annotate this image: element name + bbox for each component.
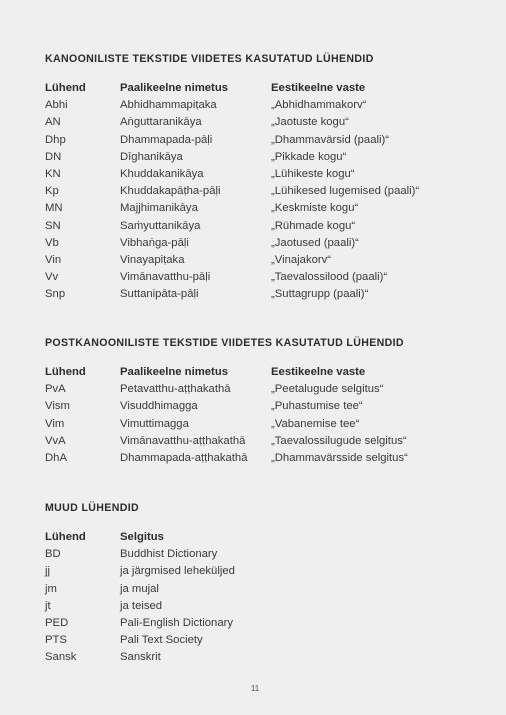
abbreviation-cell: Abhi — [45, 99, 68, 112]
table-row — [45, 563, 485, 580]
pali-name-cell: Khuddakanikāya — [120, 167, 204, 180]
pali-name-cell: Petavatthu-aṭṭhakathā — [120, 383, 231, 396]
table-row — [45, 546, 485, 563]
table-header-row — [45, 529, 485, 546]
table-header-row — [45, 364, 485, 381]
abbreviation-cell: jj — [45, 565, 51, 578]
estonian-cell: „Dhammavärsid (paali)“ — [271, 133, 390, 146]
page — [45, 0, 485, 715]
estonian-cell: „Lühikeste kogu“ — [271, 167, 355, 180]
table-row — [45, 269, 485, 286]
table-row — [45, 416, 485, 433]
abbreviation-cell: DN — [45, 150, 62, 163]
pali-name-cell: Vimuttimagga — [120, 417, 189, 430]
abbreviation-cell: SN — [45, 219, 61, 232]
table-row — [45, 398, 485, 415]
pali-name-cell: Vinayapiṭaka — [120, 253, 185, 266]
header-abbreviation: Lühend — [45, 531, 86, 543]
table-row — [45, 97, 485, 114]
table-row — [45, 218, 485, 235]
header-abbreviation: Lühend — [45, 366, 86, 378]
estonian-cell: „Taevalossilugude selgitus“ — [271, 434, 407, 447]
pali-name-cell: Vimānavatthu-aṭṭhakathā — [120, 434, 246, 447]
section-title-canonical: KANOONILISTE TEKSTIDE VIIDETES KASUTATUD LÜHENDID — [45, 53, 374, 65]
estonian-cell: „Rühmade kogu“ — [271, 219, 356, 232]
section-title-postcanonical: POSTKANOONILISTE TEKSTIDE VIIDETES KASUTATUD LÜHENDID — [45, 337, 404, 349]
pali-name-cell: Dhammapada-pāḷi — [120, 133, 213, 146]
pali-name-cell: Aṅguttaranikāya — [120, 116, 202, 129]
table-row — [45, 286, 485, 303]
explanation-cell: Pali Text Society — [120, 634, 203, 647]
header-estonian-equivalent: Eestikeelne vaste — [271, 366, 366, 378]
table-row — [45, 235, 485, 252]
explanation-cell: ja mujal — [120, 582, 159, 595]
table-header-row — [45, 80, 485, 97]
explanation-cell: ja järgmised leheküljed — [120, 565, 235, 578]
other-abbreviations-section — [45, 502, 485, 515]
pali-name-cell: Dhammapada-aṭṭhakathā — [120, 451, 248, 464]
table-row — [45, 615, 485, 632]
table-row — [45, 114, 485, 131]
abbreviation-cell: DhA — [45, 451, 67, 464]
page-number: 11 — [250, 684, 260, 693]
abbreviation-cell: KN — [45, 167, 61, 180]
abbreviation-cell: Dhp — [45, 133, 66, 146]
header-pali-name: Paalikeelne nimetus — [120, 82, 228, 94]
explanation-cell: ja teised — [120, 599, 163, 612]
table-row — [45, 649, 485, 666]
pali-name-cell: Vimānavatthu-pāḷi — [120, 271, 211, 284]
estonian-cell: „Vabanemise tee“ — [271, 417, 360, 430]
estonian-cell: „Dhammavärsside selgitus“ — [271, 451, 408, 464]
table-row — [45, 581, 485, 598]
pali-name-cell: Dīghanikāya — [120, 150, 183, 163]
abbreviation-cell: jm — [45, 582, 57, 595]
section-title-other: MUUD LÜHENDID — [45, 502, 140, 514]
canonical-abbreviations-section — [45, 53, 485, 66]
header-estonian-equivalent: Eestikeelne vaste — [271, 82, 366, 94]
table-row — [45, 166, 485, 183]
abbreviation-cell: Vb — [45, 236, 59, 249]
abbreviation-cell: VvA — [45, 434, 66, 447]
abbreviation-cell: PED — [45, 616, 69, 629]
abbreviation-cell: Snp — [45, 288, 66, 301]
estonian-cell: „Puhastumise tee“ — [271, 400, 363, 413]
estonian-cell: „Pikkade kogu“ — [271, 150, 347, 163]
pali-name-cell: Khuddakapāṭha-pāḷi — [120, 185, 221, 198]
abbreviation-cell: Sansk — [45, 651, 77, 664]
pali-name-cell: Abhidhammapiṭaka — [120, 99, 217, 112]
abbreviation-cell: Kp — [45, 185, 59, 198]
estonian-cell: „Jaotuste kogu“ — [271, 116, 349, 129]
estonian-cell: „Taevalossilood (paali)“ — [271, 271, 388, 284]
estonian-cell: „Vinajakorv“ — [271, 253, 332, 266]
abbreviation-cell: PvA — [45, 383, 66, 396]
table-row — [45, 381, 485, 398]
pali-name-cell: Visuddhimagga — [120, 400, 198, 413]
abbreviation-cell: MN — [45, 202, 63, 215]
abbreviation-cell: Vism — [45, 400, 70, 413]
header-pali-name: Paalikeelne nimetus — [120, 366, 228, 378]
table-row — [45, 598, 485, 615]
table-row — [45, 450, 485, 467]
explanation-cell: Sanskrit — [120, 651, 161, 664]
pali-name-cell: Majjhimanikāya — [120, 202, 198, 215]
postcanonical-abbreviations-table — [45, 364, 485, 467]
explanation-cell: Pali-English Dictionary — [120, 616, 234, 629]
table-row — [45, 149, 485, 166]
abbreviation-cell: AN — [45, 116, 61, 129]
pali-name-cell: Saṁyuttanikāya — [120, 219, 201, 232]
pali-name-cell: Vibhaṅga-pāḷi — [120, 236, 189, 249]
abbreviation-cell: Vin — [45, 253, 62, 266]
estonian-cell: „Keskmiste kogu“ — [271, 202, 359, 215]
table-row — [45, 200, 485, 217]
estonian-cell: „Abhidhammakorv“ — [271, 99, 367, 112]
postcanonical-abbreviations-section — [45, 337, 485, 350]
pali-name-cell: Suttanipāta-pāḷi — [120, 288, 199, 301]
canonical-abbreviations-table — [45, 80, 485, 303]
estonian-cell: „Lühikesed lugemised (paali)“ — [271, 185, 420, 198]
estonian-cell: „Suttagrupp (paali)“ — [271, 288, 369, 301]
abbreviation-cell: Vv — [45, 271, 59, 284]
explanation-cell: Buddhist Dictionary — [120, 548, 218, 561]
estonian-cell: „Peetalugude selgitus“ — [271, 383, 384, 396]
abbreviation-cell: Vim — [45, 417, 65, 430]
estonian-cell: „Jaotused (paali)“ — [271, 236, 359, 249]
table-row — [45, 252, 485, 269]
abbreviation-cell: jt — [45, 599, 51, 612]
table-row — [45, 632, 485, 649]
header-abbreviation: Lühend — [45, 82, 86, 94]
table-row — [45, 433, 485, 450]
header-explanation: Selgitus — [120, 531, 164, 543]
abbreviation-cell: BD — [45, 548, 61, 561]
abbreviation-cell: PTS — [45, 634, 67, 647]
other-abbreviations-table — [45, 529, 485, 667]
table-row — [45, 183, 485, 200]
table-row — [45, 132, 485, 149]
